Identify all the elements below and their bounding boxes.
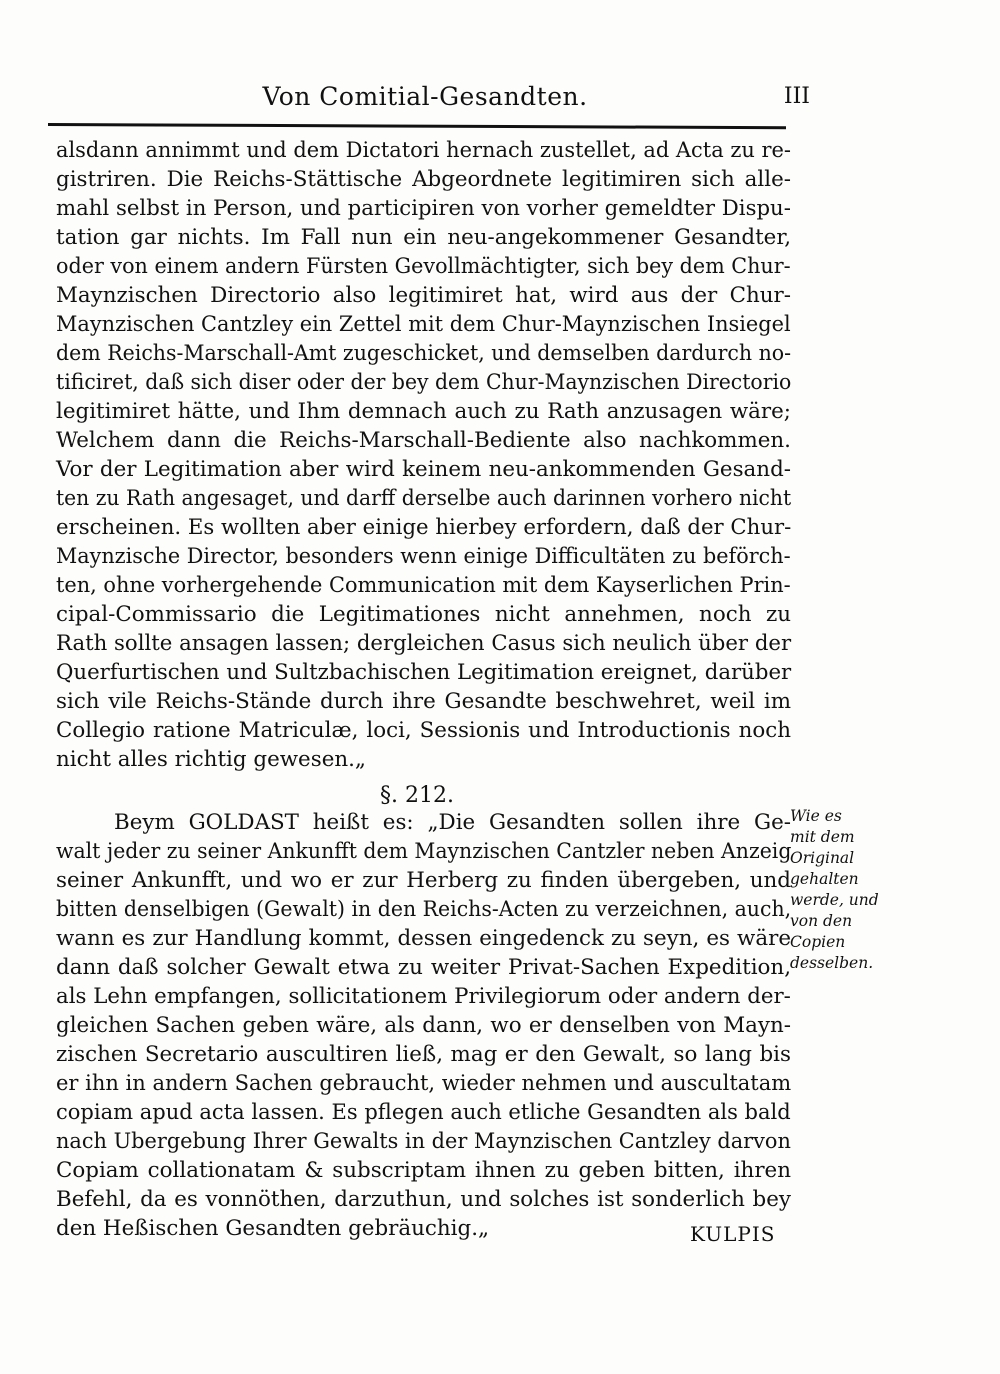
text-line: Collegio ratione Matriculæ, loci, Sessionis und Introductionis noch bbox=[56, 718, 791, 743]
marginal-note-line: Wie es bbox=[790, 807, 842, 825]
marginal-note-line: Original bbox=[790, 849, 855, 867]
marginal-note-line: gehalten bbox=[790, 870, 859, 888]
text-line: als Lehn empfangen, sollicitationem Privilegiorum oder andern der- bbox=[56, 984, 791, 1009]
text-line: tificiret, daß sich diser oder der bey dem Chur-Maynzischen Directorio bbox=[56, 370, 792, 395]
paragraph-block-2 bbox=[56, 808, 791, 1243]
text-line: ten zu Rath angesaget, und darff derselbe auch darinnen vorhero nicht bbox=[56, 486, 792, 511]
text-line: wann es zur Handlung kommt, dessen eingedenck zu seyn, es wäre bbox=[56, 926, 791, 951]
marginal-note-line: von den bbox=[790, 912, 853, 930]
marginal-note-line: desselben. bbox=[790, 954, 874, 972]
marginal-note-line: werde, und bbox=[790, 891, 879, 909]
text-line: er ihn in andern Sachen gebraucht, wieder nehmen und auscultatam bbox=[56, 1071, 792, 1096]
marginal-note-line: mit dem bbox=[790, 828, 855, 846]
text-line: seiner Ankunfft, und wo er zur Herberg zu finden übergeben, und bbox=[56, 868, 791, 893]
text-line: tation gar nichts. Im Fall nun ein neu-angekommener Gesandter, bbox=[56, 225, 791, 250]
text-line: Copiam collationatam & subscriptam ihnen zu geben bitten, ihren bbox=[56, 1158, 791, 1183]
header-rule bbox=[48, 123, 786, 129]
text-line: walt jeder zu seiner Ankunfft dem Maynzischen Cantzler neben Anzeig bbox=[56, 839, 792, 864]
catchword: KULPIS bbox=[690, 1222, 776, 1246]
text-line: Vor der Legitimation aber wird keinem neu-ankommenden Gesand- bbox=[56, 457, 791, 482]
text-line: bitten denselbigen (Gewalt) in den Reichs-Acten zu verzeichnen, auch, bbox=[56, 897, 792, 922]
text-line: ten, ohne vorhergehende Communication mit dem Kayserlichen Prin- bbox=[56, 573, 791, 598]
text-line: nicht alles richtig gewesen.„ bbox=[56, 747, 367, 772]
paragraph-block-1 bbox=[56, 136, 791, 774]
text-line: oder von einem andern Fürsten Gevollmächtigter, sich bey dem Chur- bbox=[56, 254, 791, 279]
text-line: Welchem dann die Reichs-Marschall-Bediente also nachkommen. bbox=[56, 428, 791, 453]
marginal-note bbox=[790, 806, 900, 974]
text-line: alsdann annimmt und dem Dictatori hernach zustellet, ad Acta zu re- bbox=[56, 138, 791, 163]
text-line: dann daß solcher Gewalt etwa zu weiter Privat-Sachen Expedition, bbox=[56, 955, 791, 980]
text-line: gistriren. Die Reichs-Stättische Abgeordnete legitimiren sich alle- bbox=[56, 167, 791, 192]
text-line: nach Ubergebung Ihrer Gewalts in der Maynzischen Cantzley darvon bbox=[56, 1129, 791, 1154]
text-line: erscheinen. Es wollten aber einige hierbey erfordern, daß der Chur- bbox=[56, 515, 792, 540]
text-line: Beym GOLDAST heißt es: „Die Gesandten sollen ihre Ge- bbox=[114, 810, 791, 835]
text-line: zischen Secretario auscultiren ließ, mag er den Gewalt, so lang bis bbox=[56, 1042, 791, 1067]
running-header bbox=[60, 82, 810, 122]
text-line: Querfurtischen und Sultzbachischen Legitimation ereignet, darüber bbox=[56, 660, 792, 685]
text-line: dem Reichs-Marschall-Amt zugeschicket, und demselben dardurch no- bbox=[56, 341, 792, 366]
marginal-note-line: Copien bbox=[790, 933, 846, 951]
text-line: Befehl, da es vonnöthen, darzuthun, und solches ist sonderlich bey bbox=[56, 1187, 791, 1212]
section-heading: §. 212. bbox=[380, 783, 454, 808]
text-line: copiam apud acta lassen. Es pflegen auch etliche Gesandten als bald bbox=[56, 1100, 791, 1125]
text-line: gleichen Sachen geben wäre, als dann, wo er denselben von Mayn- bbox=[56, 1013, 791, 1038]
text-line: Maynzischen Cantzley ein Zettel mit dem Chur-Maynzischen Insiegel bbox=[56, 312, 791, 337]
text-line: Rath sollte ansagen lassen; dergleichen Casus sich neulich über der bbox=[56, 631, 792, 656]
text-line: den Heßischen Gesandten gebräuchig.„ bbox=[56, 1216, 490, 1241]
text-line: Maynzischen Directorio also legitimiret hat, wird aus der Chur- bbox=[56, 283, 791, 308]
running-title: Von Comitial-Gesandten. bbox=[262, 82, 588, 111]
page-number: III bbox=[783, 84, 810, 109]
text-line: cipal-Commissario die Legitimationes nicht annehmen, noch zu bbox=[56, 602, 791, 627]
text-line: Maynzische Director, besonders wenn einige Difficultäten zu beförch- bbox=[56, 544, 791, 569]
text-line: mahl selbst in Person, und participiren von vorher gemeldter Dispu- bbox=[56, 196, 791, 221]
text-line: sich vile Reichs-Stände durch ihre Gesandte beschwehret, weil im bbox=[56, 689, 791, 714]
text-line: legitimiret hätte, und Ihm demnach auch zu Rath anzusagen wäre; bbox=[56, 399, 791, 424]
